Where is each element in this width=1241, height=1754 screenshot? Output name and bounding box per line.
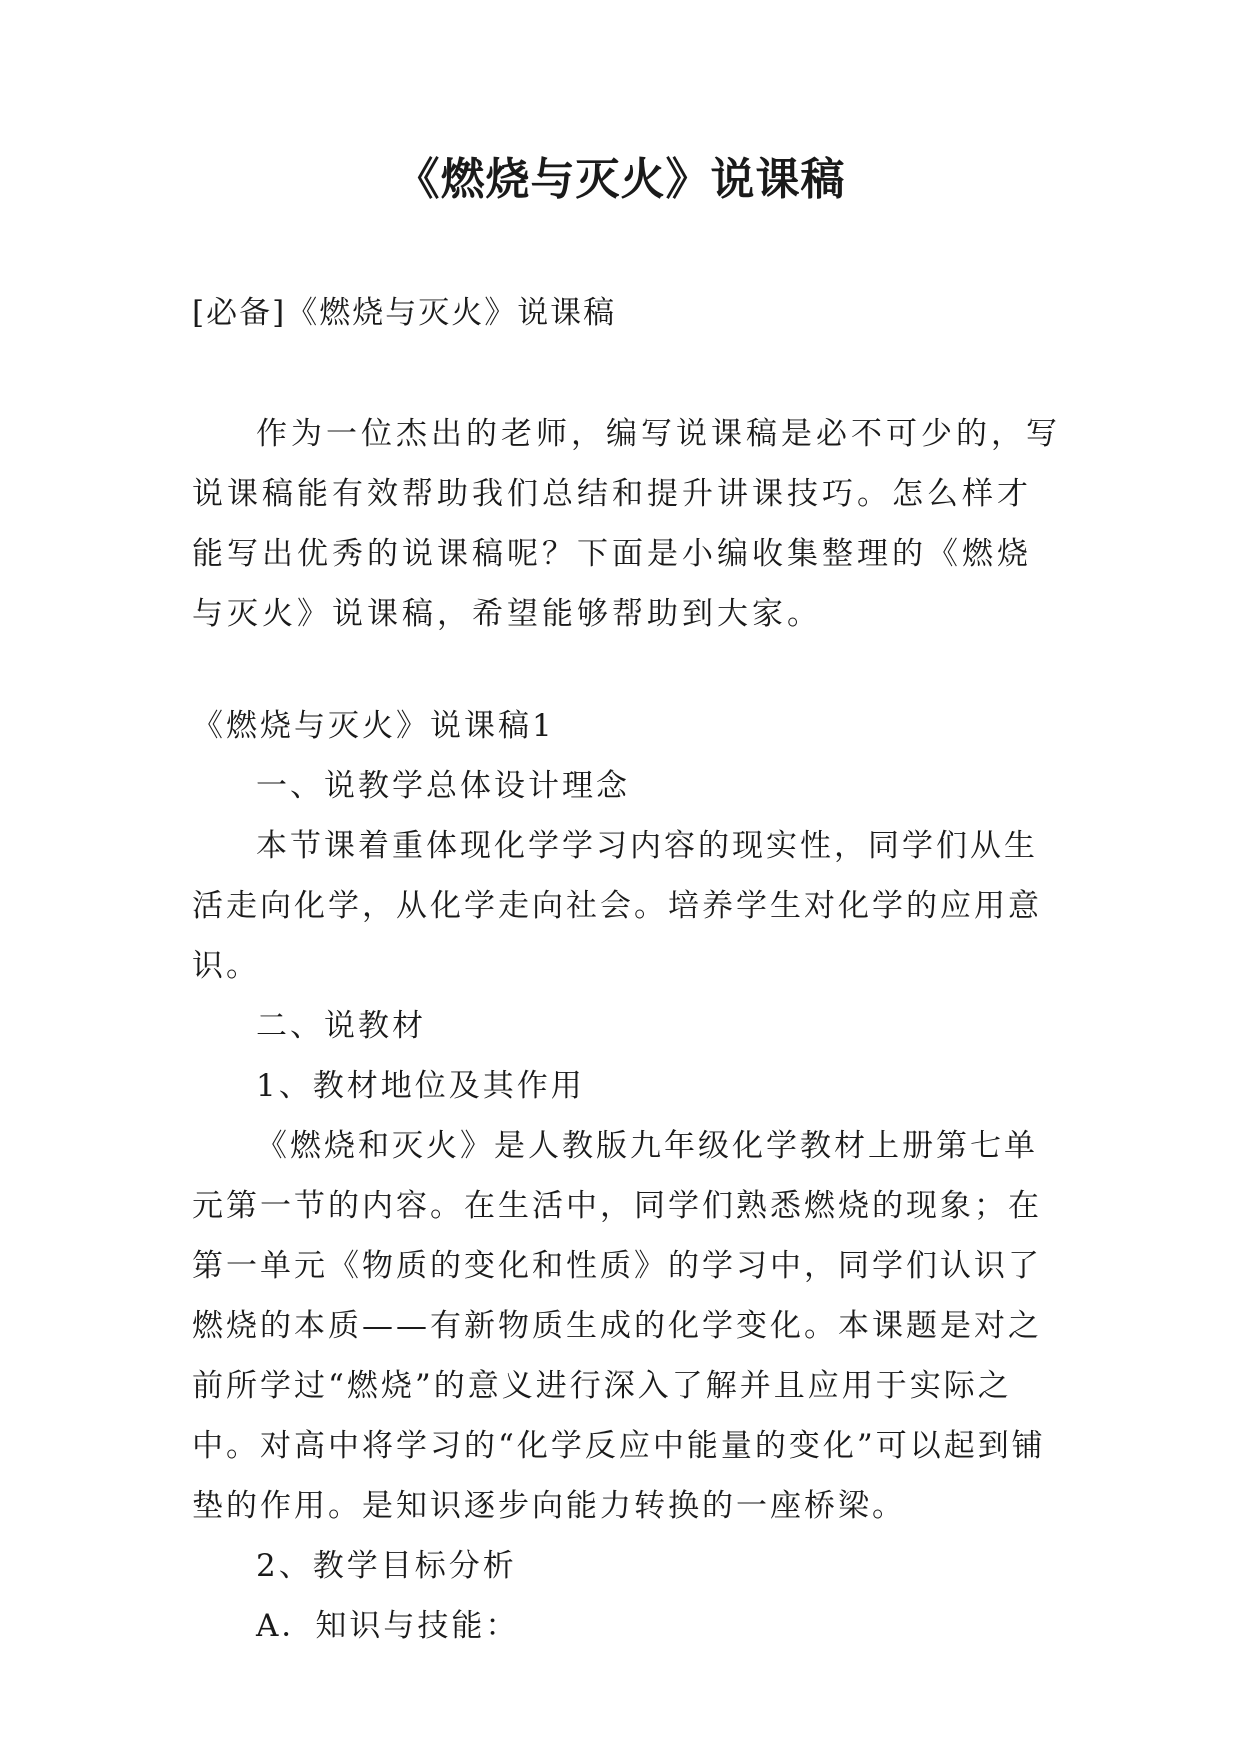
heading-textbook-role: 1、教材地位及其作用 bbox=[256, 1068, 585, 1104]
heading-knowledge-skills: A．知识与技能： bbox=[256, 1608, 520, 1644]
document-title: 《燃烧与灭火》说课稿 bbox=[395, 154, 846, 205]
heading-textbook: 二、说教材 bbox=[256, 1008, 426, 1044]
paragraph-textbook-role: 《燃烧和灭火》是人教版九年级化学教材上册第七单元第一节的内容。在生活中，同学们熟悉燃烧的现象；在第一单元《物质的变化和性质》的学习中，同学们认识了燃烧的本质——有新物质生成的化学变化。本课题是对之前所学过“燃烧”的意义进行深入了解并且应用于实际之中。对高中将学习的“化学反应中能量的变化”可以起到铺垫的作用。是知识逐步向能力转换的一座桥梁。 bbox=[192, 1128, 1046, 1524]
paragraph-design-concept: 本节课着重体现化学学习内容的现实性，同学们从生活走向化学，从化学走向社会。培养学生对化学的应用意识。 bbox=[192, 828, 1042, 984]
intro-paragraph: 作为一位杰出的老师，编写说课稿是必不可少的，写说课稿能有效帮助我们总结和提升讲课技巧。怎么样才能写出优秀的说课稿呢？下面是小编收集整理的《燃烧与灭火》说课稿，希望能够帮助到大家。 bbox=[192, 416, 1061, 632]
heading-design-concept: 一、说教学总体设计理念 bbox=[256, 768, 630, 804]
document-subtitle: [必备]《燃烧与灭火》说课稿 bbox=[192, 295, 617, 331]
heading-teaching-goals: 2、教学目标分析 bbox=[256, 1548, 517, 1584]
section-heading: 《燃烧与灭火》说课稿1 bbox=[192, 708, 555, 744]
document-body bbox=[192, 696, 1067, 1656]
